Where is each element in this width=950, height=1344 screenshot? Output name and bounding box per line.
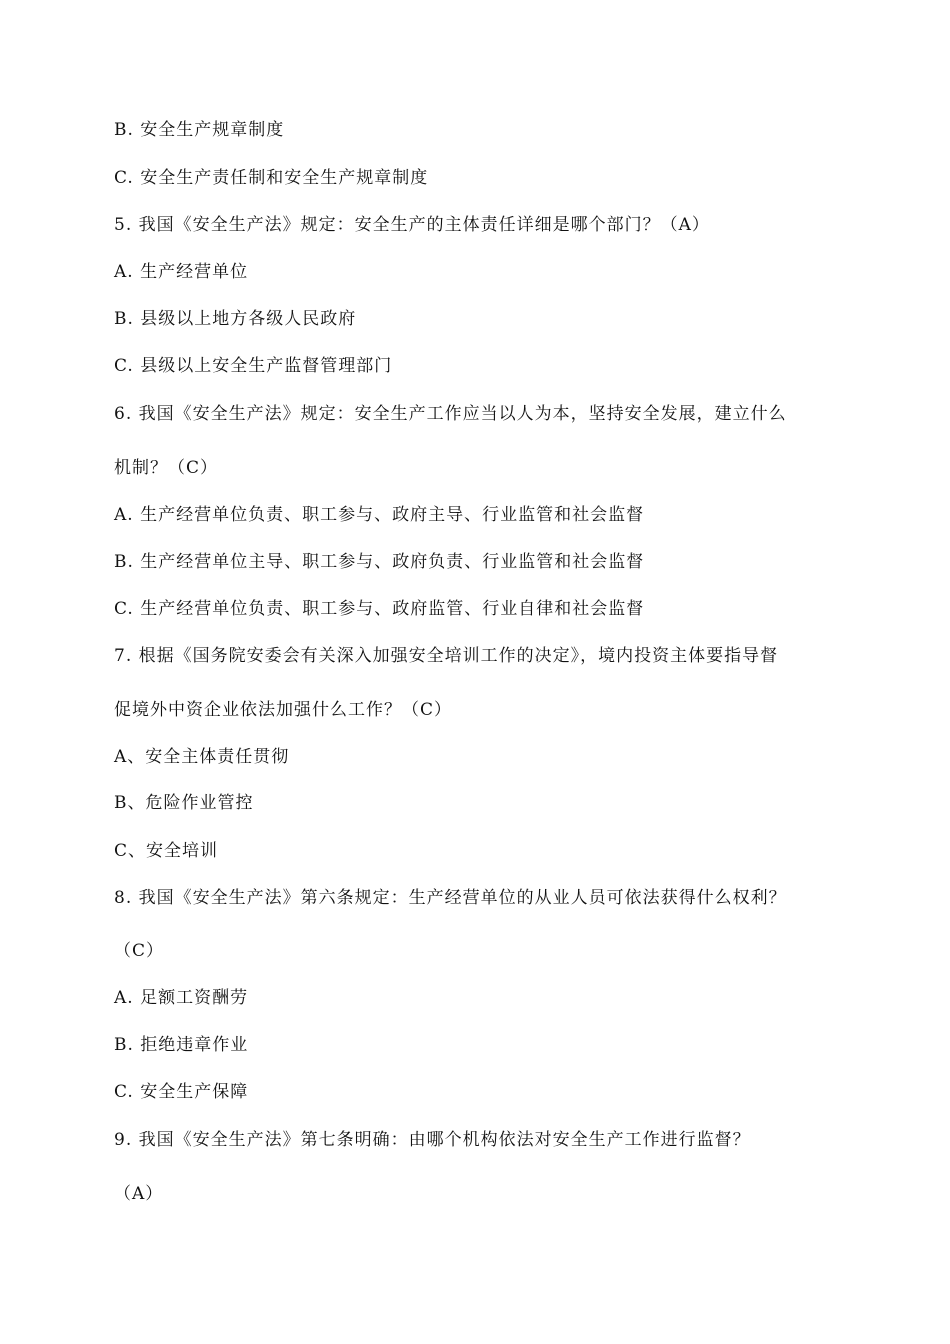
question-8-text: 8. 我国《安全生产法》第六条规定：生产经营单位的从业人员可依法获得什么权利？ xyxy=(114,888,787,908)
question-6-text: 6. 我国《安全生产法》规定：安全生产工作应当以人为本，坚持安全发展，建立什么 xyxy=(114,404,787,424)
question-7-option-a: A、安全主体责任贯彻 xyxy=(114,747,290,767)
question-9-text: 9. 我国《安全生产法》第七条明确：由哪个机构依法对安全生产工作进行监督？ xyxy=(114,1130,751,1150)
option-c-line: C. 安全生产责任制和安全生产规章制度 xyxy=(114,168,429,188)
question-7-text-continued: 促境外中资企业依法加强什么工作？（C） xyxy=(114,700,453,720)
question-8-option-c: C. 安全生产保障 xyxy=(114,1082,249,1102)
question-6-option-b: B. 生产经营单位主导、职工参与、政府负责、行业监管和社会监督 xyxy=(114,552,645,572)
question-9-answer: （A） xyxy=(114,1184,164,1204)
option-b-line: B. 安全生产规章制度 xyxy=(114,120,285,140)
question-5-option-a: A. 生产经营单位 xyxy=(114,262,249,282)
question-6-option-c: C. 生产经营单位负责、职工参与、政府监管、行业自律和社会监督 xyxy=(114,599,645,619)
question-6-option-a: A. 生产经营单位负责、职工参与、政府主导、行业监管和社会监督 xyxy=(114,505,645,525)
question-5-option-c: C. 县级以上安全生产监督管理部门 xyxy=(114,356,393,376)
question-7-option-b: B、危险作业管控 xyxy=(114,793,254,813)
question-6-text-continued: 机制？（C） xyxy=(114,458,219,478)
question-8-answer: （C） xyxy=(114,941,165,961)
question-7-option-c: C、安全培训 xyxy=(114,841,219,861)
question-7-text: 7. 根据《国务院安委会有关深入加强安全培训工作的决定》，境内投资主体要指导督 xyxy=(114,646,779,666)
question-5-text: 5. 我国《安全生产法》规定：安全生产的主体责任详细是哪个部门？（A） xyxy=(114,215,710,235)
question-8-option-a: A. 足额工资酬劳 xyxy=(114,988,249,1008)
question-5-option-b: B. 县级以上地方各级人民政府 xyxy=(114,309,357,329)
question-8-option-b: B. 拒绝违章作业 xyxy=(114,1035,249,1055)
